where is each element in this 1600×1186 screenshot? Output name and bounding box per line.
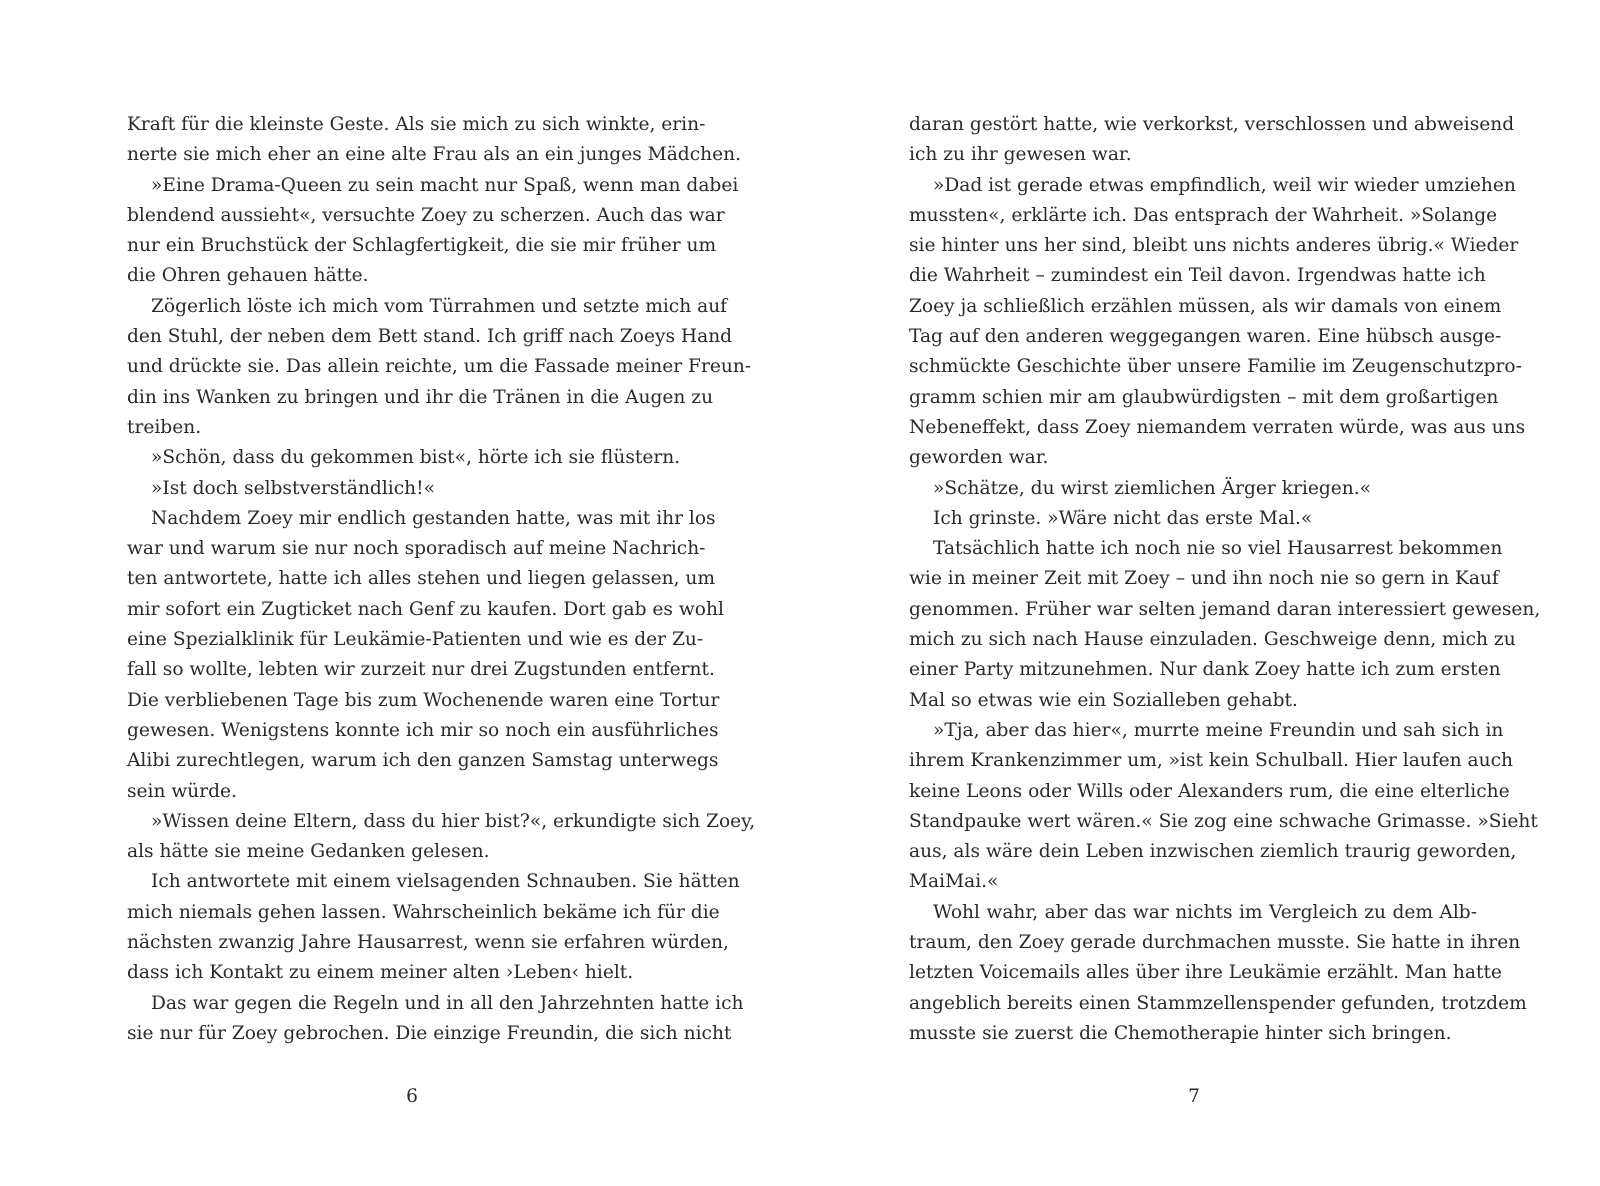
- text-line: Mal so etwas wie ein Sozialleben gehabt.: [909, 689, 1298, 711]
- right-page-text: [909, 110, 1541, 1049]
- text-line: aus, als wäre dein Leben inzwischen ziemlich traurig geworden,: [909, 841, 1517, 863]
- text-line: sie nur für Zoey gebrochen. Die einzige Freundin, die sich nicht: [127, 1022, 732, 1044]
- text-line: einer Party mitzunehmen. Nur dank Zoey hatte ich zum ersten: [909, 659, 1501, 681]
- text-line: gewesen. Wenigstens konnte ich mir so noch ein ausführliches: [127, 719, 719, 741]
- text-line: fall so wollte, lebten wir zurzeit nur drei Zugstunden entfernt.: [127, 659, 715, 681]
- text-line: wie in meiner Zeit mit Zoey – und ihn noch nie so gern in Kauf: [909, 568, 1499, 590]
- text-line: Die verbliebenen Tage bis zum Wochenende waren eine Tortur: [127, 689, 720, 711]
- text-line: nächsten zwanzig Jahre Hausarrest, wenn sie erfahren würden,: [127, 932, 729, 954]
- text-line: eine Spezialklinik für Leukämie-Patienten und wie es der Zu-: [127, 629, 704, 651]
- text-line: »Wissen deine Eltern, dass du hier bist?«, erkundigte sich Zoey,: [151, 810, 756, 832]
- text-line: die Ohren gehauen hätte.: [127, 265, 369, 287]
- text-line: mussten«, erklärte ich. Das entsprach der Wahrheit. »Solange: [909, 204, 1498, 226]
- text-line: den Stuhl, der neben dem Bett stand. Ich griff nach Zoeys Hand: [127, 326, 733, 348]
- text-line: als hätte sie meine Gedanken gelesen.: [127, 841, 490, 863]
- text-line: Tatsächlich hatte ich noch nie so viel Hausarrest bekommen: [933, 538, 1503, 560]
- text-line: Nebeneffekt, dass Zoey niemandem verraten würde, was aus uns: [909, 416, 1526, 438]
- left-page-number: 6: [406, 1086, 418, 1107]
- text-line: Nachdem Zoey mir endlich gestanden hatte, was mit ihr los: [151, 507, 716, 529]
- text-line: und drückte sie. Das allein reichte, um die Fassade meiner Freun-: [127, 356, 752, 378]
- text-line: »Schön, dass du gekommen bist«, hörte ich sie flüstern.: [151, 447, 681, 469]
- text-line: Standpauke wert wären.« Sie zog eine schwache Grimasse. »Sieht: [909, 810, 1538, 832]
- text-line: keine Leons oder Wills oder Alexanders rum, die eine elterliche: [909, 780, 1510, 802]
- text-line: »Schätze, du wirst ziemlichen Ärger kriegen.«: [933, 477, 1371, 499]
- text-line: mir sofort ein Zugticket nach Genf zu kaufen. Dort gab es wohl: [127, 598, 724, 620]
- text-line: gramm schien mir am glaubwürdigsten – mit dem großartigen: [909, 386, 1499, 408]
- text-line: Ich grinste. »Wäre nicht das erste Mal.«: [933, 507, 1313, 529]
- text-line: »Tja, aber das hier«, murrte meine Freundin und sah sich in: [933, 719, 1504, 741]
- text-line: blendend aussieht«, versuchte Zoey zu scherzen. Auch das war: [127, 204, 725, 226]
- text-line: Das war gegen die Regeln und in all den Jahrzehnten hatte ich: [151, 992, 744, 1014]
- text-line: Kraft für die kleinste Geste. Als sie mich zu sich winkte, erin-: [127, 114, 706, 135]
- text-line: Ich antwortete mit einem vielsagenden Schnauben. Sie hätten: [151, 871, 740, 893]
- text-line: nur ein Bruchstück der Schlagfertigkeit, die sie mir früher um: [127, 235, 717, 257]
- text-line: Zögerlich löste ich mich vom Türrahmen und setzte mich auf: [151, 295, 728, 317]
- text-line: mich zu sich nach Hause einzuladen. Geschweige denn, mich zu: [909, 629, 1516, 651]
- left-page-text: [127, 110, 756, 1049]
- text-line: musste sie zuerst die Chemotherapie hinter sich bringen.: [909, 1022, 1452, 1044]
- text-line: daran gestört hatte, wie verkorkst, verschlossen und abweisend: [909, 114, 1515, 135]
- text-line: traum, den Zoey gerade durchmachen musste. Sie hatte in ihren: [909, 932, 1521, 954]
- text-line: »Ist doch selbstverständlich!«: [151, 477, 435, 499]
- text-line: genommen. Früher war selten jemand daran interessiert gewesen,: [909, 598, 1541, 620]
- text-line: Tag auf den anderen weggegangen waren. Eine hübsch ausge-: [909, 326, 1502, 348]
- text-line: dass ich Kontakt zu einem meiner alten ›Leben‹ hielt.: [127, 962, 634, 984]
- text-line: Wohl wahr, aber das war nichts im Vergleich zu dem Alb-: [933, 901, 1477, 923]
- text-line: Alibi zurechtlegen, warum ich den ganzen Samstag unterwegs: [127, 750, 719, 772]
- text-line: Zoey ja schließlich erzählen müssen, als wir damals von einem: [909, 295, 1502, 317]
- text-line: din ins Wanken zu bringen und ihr die Tränen in die Augen zu: [127, 386, 714, 408]
- text-line: ich zu ihr gewesen war.: [909, 144, 1132, 166]
- right-page-number: 7: [1188, 1086, 1200, 1107]
- text-line: treiben.: [127, 416, 202, 438]
- text-line: mich niemals gehen lassen. Wahrscheinlich bekäme ich für die: [127, 901, 720, 923]
- text-line: sie hinter uns her sind, bleibt uns nichts anderes übrig.« Wieder: [909, 235, 1519, 257]
- text-line: »Dad ist gerade etwas empfindlich, weil wir wieder umziehen: [933, 174, 1516, 196]
- text-line: die Wahrheit – zumindest ein Teil davon. Irgendwas hatte ich: [909, 265, 1486, 287]
- text-line: angeblich bereits einen Stammzellenspender gefunden, trotzdem: [909, 992, 1527, 1014]
- text-line: nerte sie mich eher an eine alte Frau als an ein junges Mädchen.: [127, 144, 741, 166]
- text-line: schmückte Geschichte über unsere Familie im Zeugenschutzpro-: [909, 356, 1522, 378]
- text-line: letzten Voicemails alles über ihre Leukämie erzählt. Man hatte: [909, 962, 1502, 984]
- text-line: ihrem Krankenzimmer um, »ist kein Schulball. Hier laufen auch: [909, 750, 1513, 772]
- text-line: geworden war.: [909, 447, 1049, 469]
- text-line: MaiMai.«: [909, 871, 999, 893]
- text-line: war und warum sie nur noch sporadisch auf meine Nachrich-: [127, 538, 706, 560]
- text-line: ten antwortete, hatte ich alles stehen und liegen gelassen, um: [127, 568, 716, 590]
- text-line: »Eine Drama-Queen zu sein macht nur Spaß, wenn man dabei: [151, 174, 739, 196]
- text-line: sein würde.: [127, 780, 237, 802]
